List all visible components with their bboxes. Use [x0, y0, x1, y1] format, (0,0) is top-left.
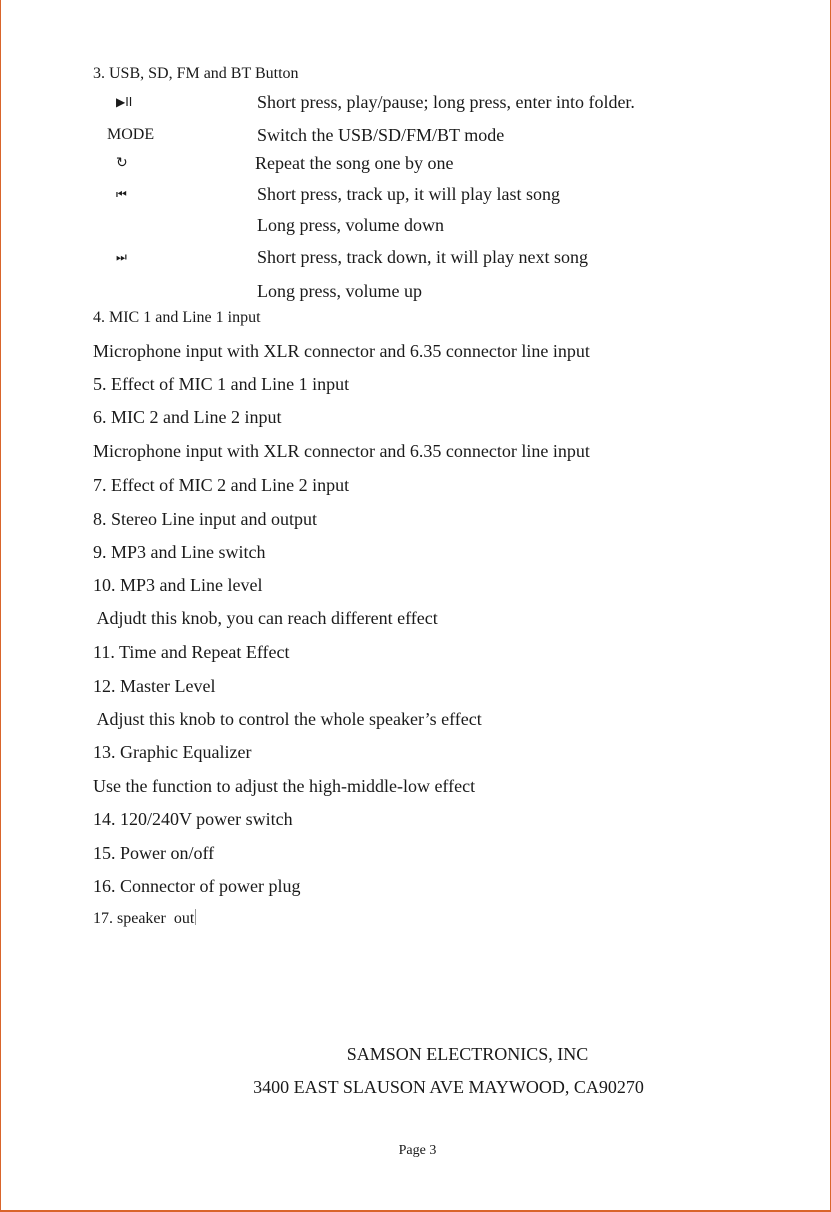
item-13-desc: Use the function to adjust the high-middle-low effect: [93, 776, 476, 796]
item-11: 11. Time and Repeat Effect: [93, 642, 290, 662]
item-4: 4. MIC 1 and Line 1 input: [93, 309, 261, 326]
item-15: 15. Power on/off: [93, 843, 215, 863]
next-track-description: Short press, track down, it will play next song: [257, 247, 588, 267]
item-5: 5. Effect of MIC 1 and Line 1 input: [93, 374, 350, 394]
repeat-icon: ↻: [116, 155, 128, 171]
page-number: Page 3: [398, 1143, 437, 1158]
item-7: 7. Effect of MIC 2 and Line 2 input: [93, 475, 350, 495]
repeat-description: Repeat the song one by one: [255, 153, 454, 173]
item-17-text: 17. speaker out: [93, 910, 195, 927]
item-13: 13. Graphic Equalizer: [93, 742, 252, 762]
item-17: [93, 908, 196, 930]
mode-description: Switch the USB/SD/FM/BT mode: [257, 125, 505, 145]
next-track-long-press: Long press, volume up: [257, 281, 422, 301]
mode-label: MODE: [107, 126, 155, 143]
item-4-desc: Microphone input with XLR connector and 6.35 connector line input: [93, 341, 590, 361]
item-9: 9. MP3 and Line switch: [93, 542, 266, 562]
item-12-desc: Adjust this knob to control the whole speaker’s effect: [93, 709, 482, 729]
previous-track-description: Short press, track up, it will play last song: [257, 184, 560, 204]
item-6: 6. MIC 2 and Line 2 input: [93, 407, 282, 427]
play-pause-icon: ▶II: [116, 95, 133, 109]
item-10: 10. MP3 and Line level: [93, 575, 263, 595]
item-14: 14. 120/240V power switch: [93, 809, 293, 829]
next-track-icon: ⏭: [116, 250, 127, 264]
item-6-desc: Microphone input with XLR connector and 6.35 connector line input: [93, 441, 590, 461]
play-pause-description: Short press, play/pause; long press, enter into folder.: [257, 92, 635, 112]
previous-track-long-press: Long press, volume down: [257, 215, 444, 235]
footer-address: 3400 EAST SLAUSON AVE MAYWOOD, CA90270: [253, 1077, 644, 1097]
item-10-desc: Adjudt this knob, you can reach different effect: [93, 608, 438, 628]
section-3-title: 3. USB, SD, FM and BT Button: [93, 65, 299, 82]
item-12: 12. Master Level: [93, 676, 216, 696]
item-16: 16. Connector of power plug: [93, 876, 301, 896]
footer-company: SAMSON ELECTRONICS, INC: [346, 1044, 589, 1064]
previous-track-icon: ⏮: [116, 187, 127, 201]
text-cursor: [195, 909, 196, 925]
item-8: 8. Stereo Line input and output: [93, 509, 317, 529]
